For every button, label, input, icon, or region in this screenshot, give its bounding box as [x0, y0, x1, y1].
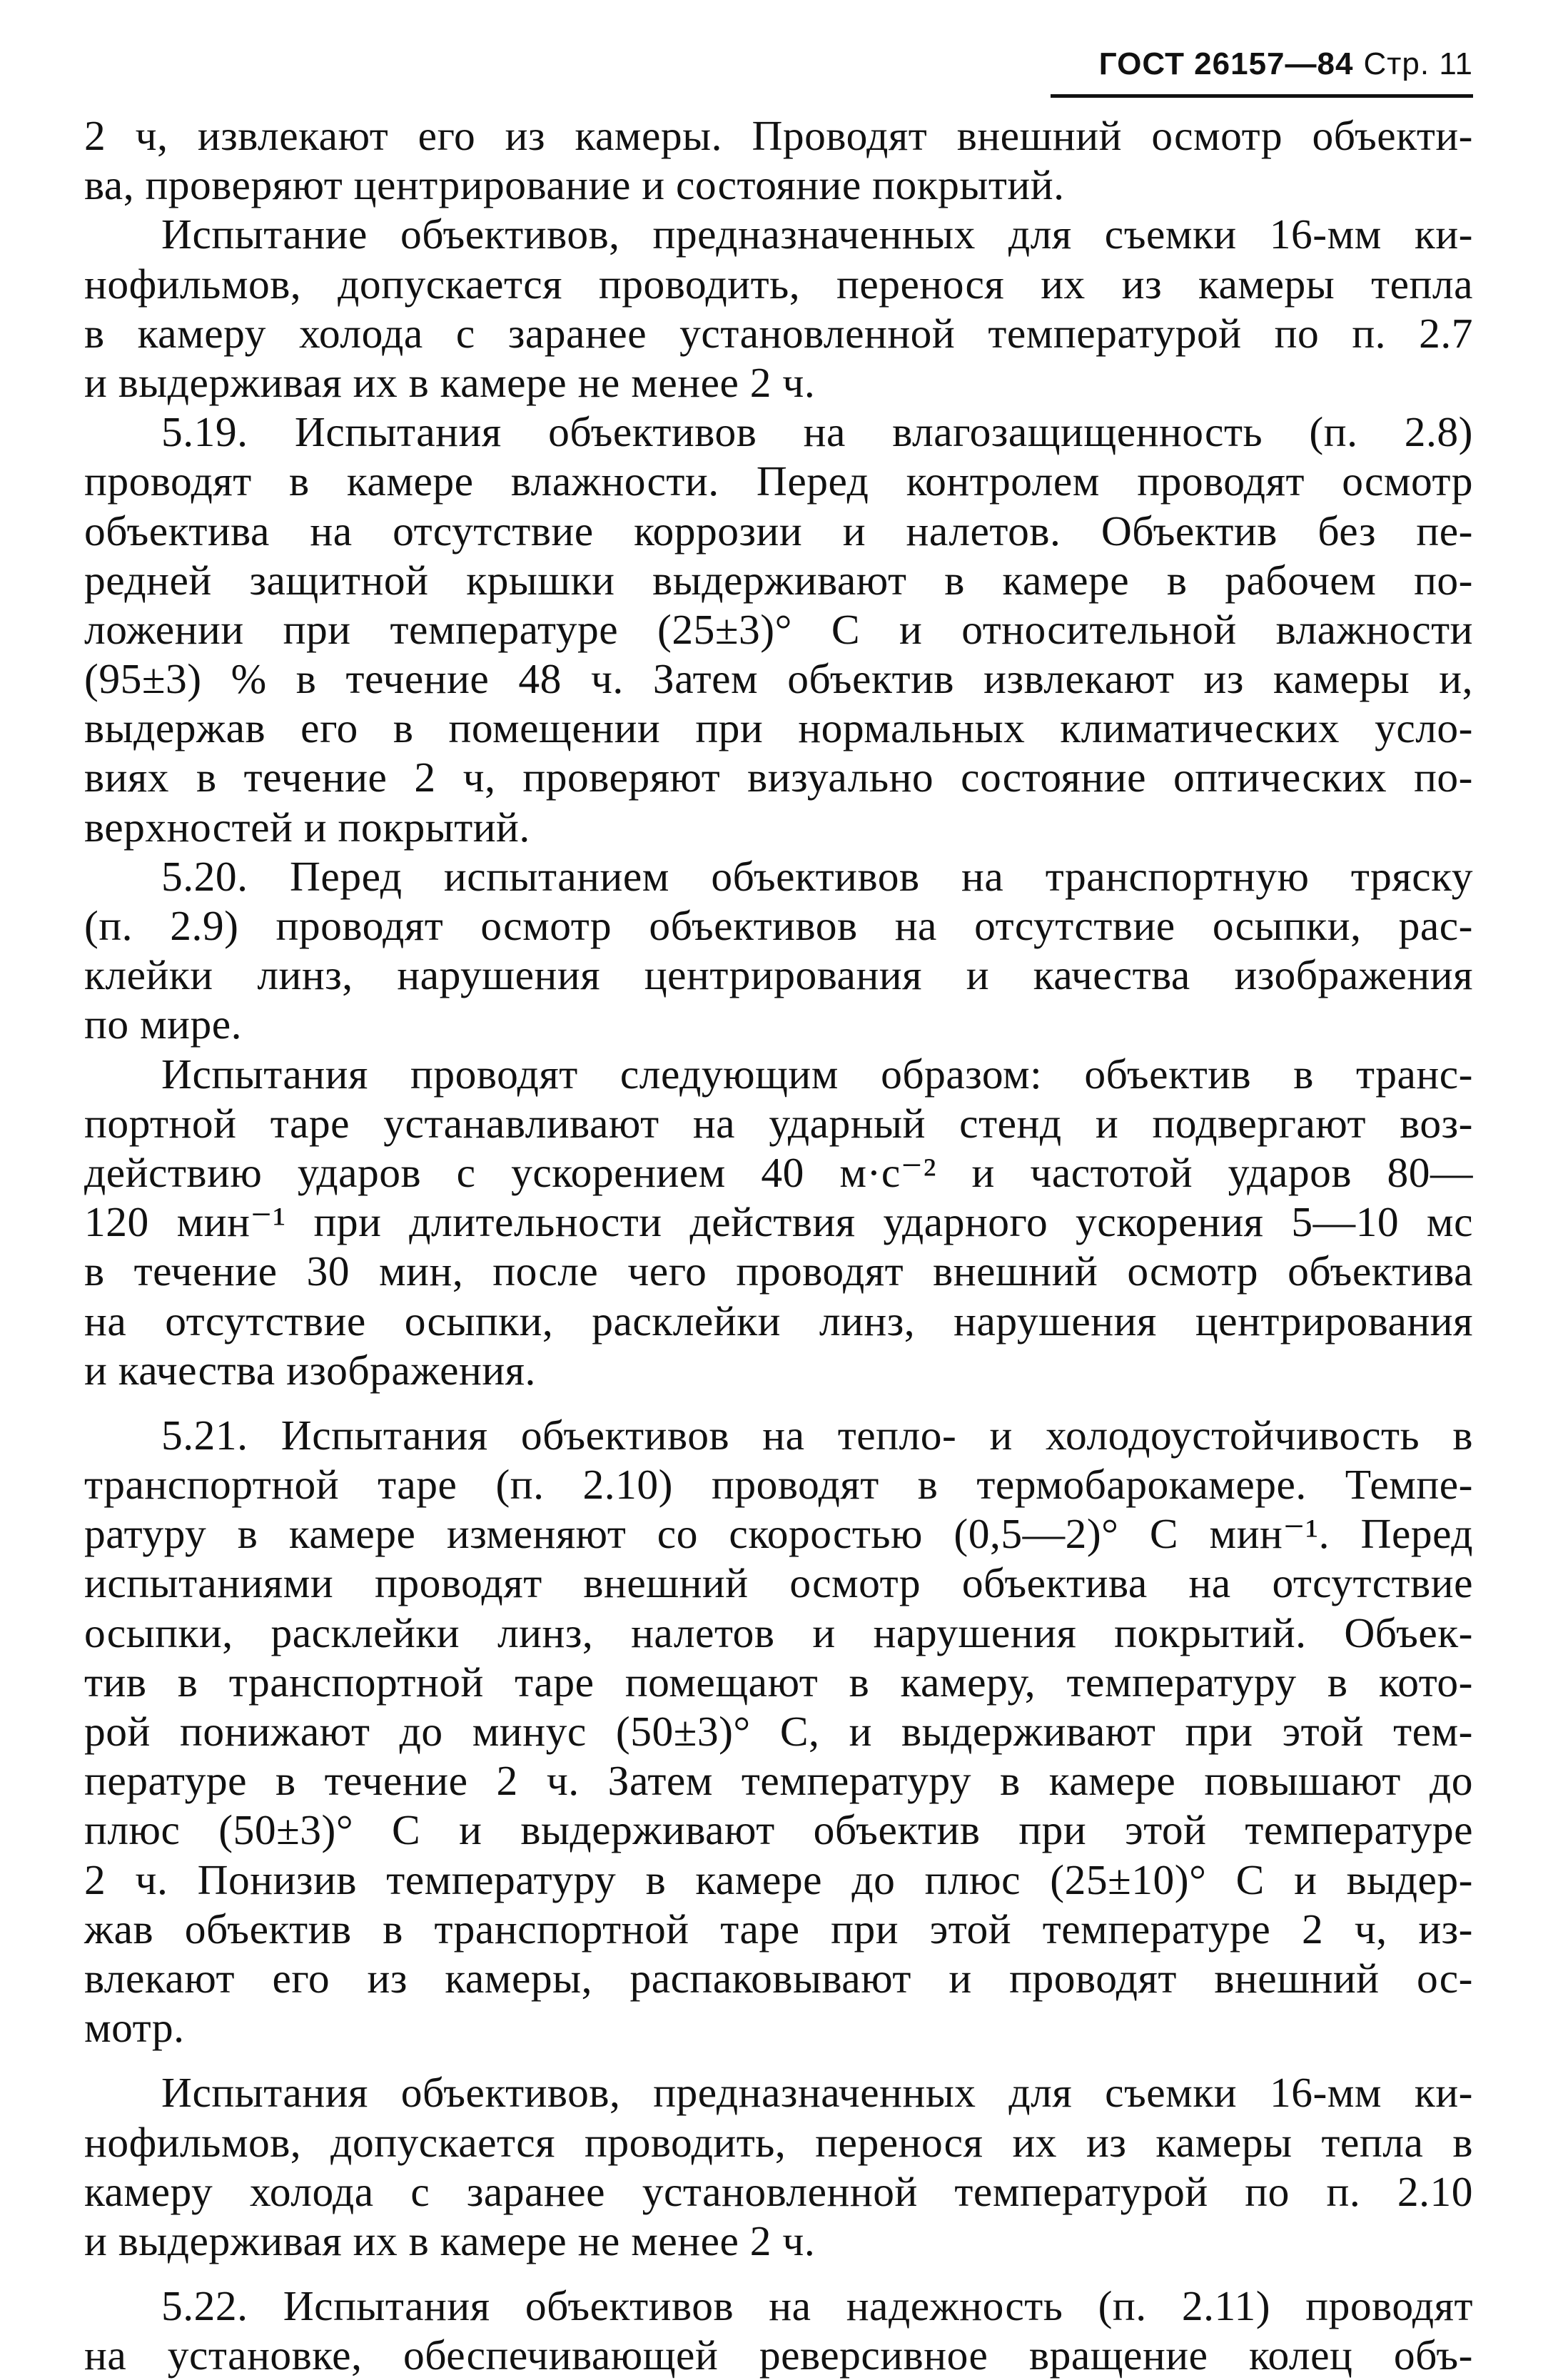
paragraph	[84, 210, 1473, 407]
text-line: нофильмов, допускается проводить, перенося их из камеры тепла	[84, 260, 1473, 308]
paragraph	[84, 1050, 1473, 1395]
paragraph-5-21	[84, 1411, 1473, 2052]
text-line: транспортной таре (п. 2.10) проводят в термобарокамере. Темпе-	[84, 1461, 1473, 1509]
paragraph-gap	[84, 2266, 1473, 2282]
text-line: виях в течение 2 ч, проверяют визуально состояние оптических по-	[84, 754, 1473, 801]
text-line: влекают его из камеры, распаковывают и проводят внешний ос-	[84, 1954, 1473, 2002]
header-rule	[1051, 94, 1473, 98]
text-line: ва, проверяют центрирование и состояние покрытий.	[84, 161, 1065, 209]
document-code: ГОСТ 26157—84	[1098, 46, 1354, 81]
text-line: и выдерживая их в камере не менее 2 ч.	[84, 2217, 816, 2264]
text-line: в камеру холода с заранее установленной температурой по п. 2.7	[84, 309, 1473, 357]
text-line: Испытания объективов, предназначенных для съемки 16-мм ки-	[161, 2069, 1473, 2117]
text-line: 5.19. Испытания объективов на влагозащищенность (п. 2.8)	[161, 408, 1473, 456]
text-line: и выдерживая их в камере не менее 2 ч.	[84, 358, 816, 406]
text-line: действию ударов с ускорением 40 м·с⁻² и частотой ударов 80—	[84, 1148, 1473, 1196]
text-line: портной таре устанавливают на ударный стенд и подвергают воз-	[84, 1099, 1473, 1147]
body-text	[84, 111, 1473, 2380]
paragraph	[84, 2068, 1473, 2266]
text-line: редней защитной крышки выдерживают в камере в рабочем по-	[84, 556, 1473, 604]
text-line: ложении при температуре (25±3)° С и относительной влажности	[84, 605, 1473, 653]
text-line: выдержав его в помещении при нормальных климатических усло-	[84, 704, 1473, 752]
text-line: плюс (50±3)° С и выдерживают объектив при этой температуре	[84, 1806, 1473, 1854]
paragraph-5-22	[84, 2282, 1473, 2380]
text-line: Испытания проводят следующим образом: объектив в транс-	[161, 1050, 1473, 1098]
text-line: верхностей и покрытий.	[84, 803, 530, 851]
text-line: на отсутствие осыпки, расклейки линз, нарушения центрирования	[84, 1297, 1473, 1345]
text-line: (95±3) % в течение 48 ч. Затем объектив извлекают из камеры и,	[84, 655, 1473, 703]
text-line: тив в транспортной таре помещают в камеру, температуру в кото-	[84, 1658, 1473, 1706]
text-line: 5.21. Испытания объективов на тепло- и холодоустойчивость в	[161, 1411, 1473, 1459]
text-line: проводят в камере влажности. Перед контролем проводят осмотр	[84, 457, 1473, 505]
text-line: мотр.	[84, 2004, 185, 2052]
text-line: рой понижают до минус (50±3)° С, и выдерживают при этой тем-	[84, 1708, 1473, 1755]
text-line: 2 ч. Понизив температуру в камере до плюс (25±10)° С и выдер-	[84, 1855, 1473, 1903]
text-line: в течение 30 мин, после чего проводят внешний осмотр объектива	[84, 1247, 1473, 1295]
text-line: 5.20. Перед испытанием объективов на транспортную тряску	[161, 852, 1473, 900]
text-line: 120 мин⁻¹ при длительности действия ударного ускорения 5—10 мс	[84, 1198, 1473, 1246]
running-header	[84, 43, 1473, 98]
paragraph-gap	[84, 1395, 1473, 1411]
page-number: Стр. 11	[1363, 46, 1473, 81]
text-line: и качества изображения.	[84, 1346, 536, 1394]
text-line: нофильмов, допускается проводить, перенося их из камеры тепла в	[84, 2118, 1473, 2166]
text-line: объектива на отсутствие коррозии и налетов. Объектив без пе-	[84, 507, 1473, 555]
text-line: по мире.	[84, 1001, 242, 1048]
text-line: клейки линз, нарушения центрирования и качества изображения	[84, 951, 1473, 999]
text-line: ратуру в камере изменяют со скоростью (0,5—2)° С мин⁻¹. Перед	[84, 1510, 1473, 1558]
text-line: 2 ч, извлекают его из камеры. Проводят внешний осмотр объекти-	[84, 112, 1473, 159]
text-line: пературе в течение 2 ч. Затем температуру в камере повышают до	[84, 1757, 1473, 1805]
text-line: жав объектив в транспортной таре при этой температуре 2 ч, из-	[84, 1905, 1473, 1953]
text-line: испытаниями проводят внешний осмотр объектива на отсутствие	[84, 1559, 1473, 1607]
text-line: (п. 2.9) проводят осмотр объективов на отсутствие осыпки, рас-	[84, 902, 1473, 949]
paragraph-5-20	[84, 852, 1473, 1050]
text-line: 5.22. Испытания объективов на надежность (п. 2.11) проводят	[161, 2282, 1473, 2330]
text-line: на установке, обеспечивающей реверсивное вращение колец объ-	[84, 2331, 1473, 2379]
document-page	[84, 43, 1473, 2380]
paragraph-5-19	[84, 407, 1473, 852]
text-line: осыпки, расклейки линз, налетов и нарушения покрытий. Объек-	[84, 1609, 1473, 1656]
paragraph-gap	[84, 2052, 1473, 2068]
text-line: камеру холода с заранее установленной температурой по п. 2.10	[84, 2167, 1473, 2215]
text-line: Испытание объективов, предназначенных для съемки 16-мм ки-	[161, 211, 1473, 258]
paragraph	[84, 111, 1473, 210]
